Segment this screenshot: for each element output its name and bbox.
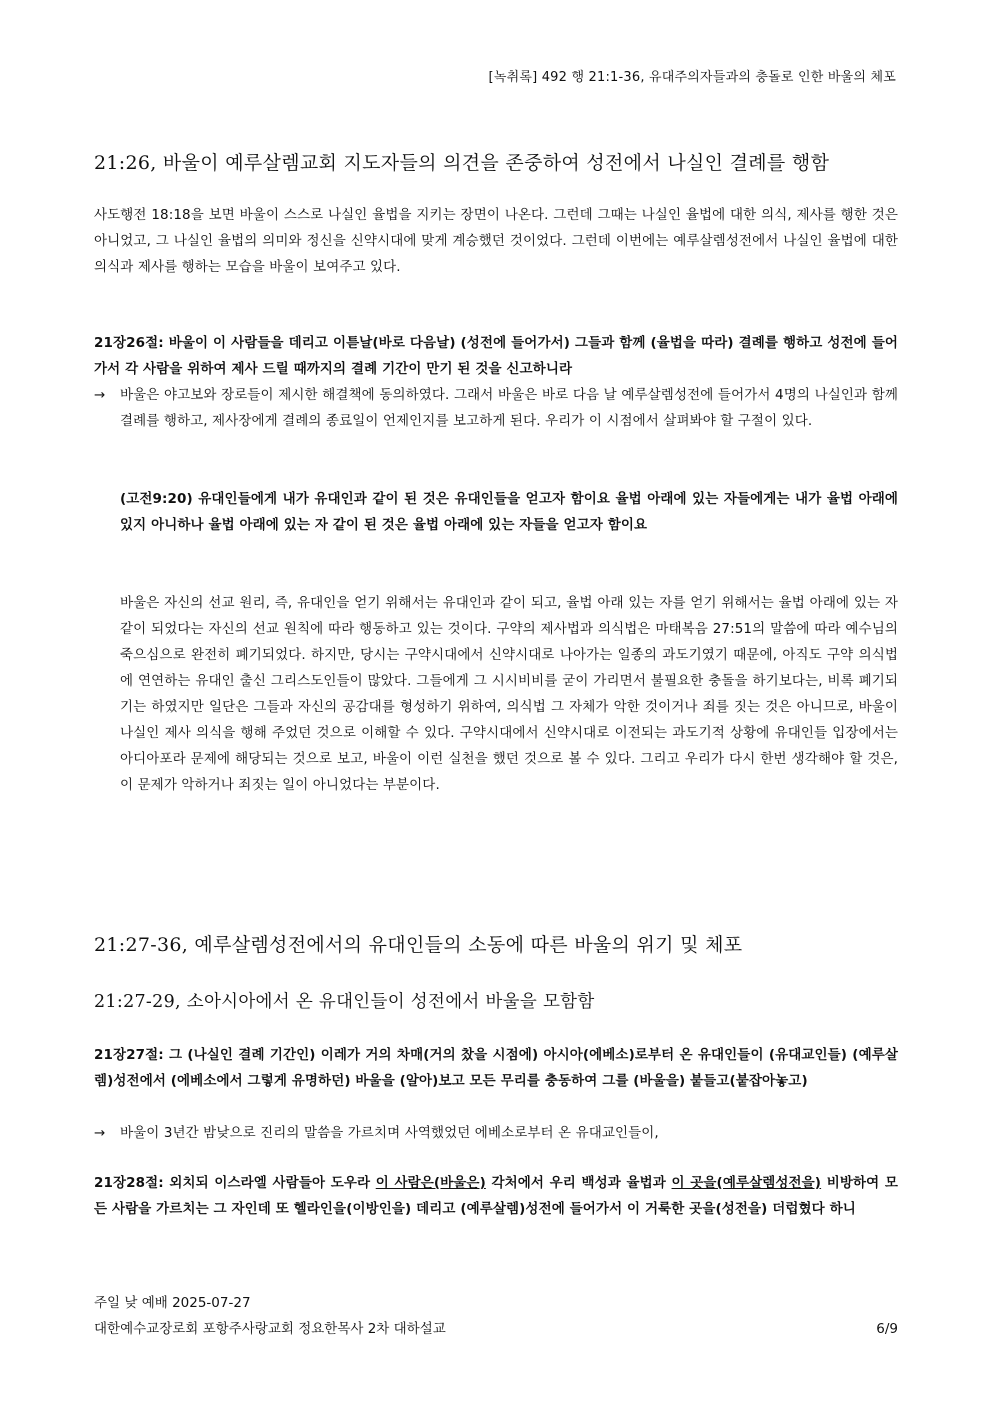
section-heading-21-26: 21:26, 바울이 예루살렘교회 지도자들의 의견을 존중하여 성전에서 나실인 결례를 행함 [94, 152, 830, 174]
quote-1cor-9-20: (고전9:20) 유대인들에게 내가 유대인과 같이 된 것은 유대인들을 얻고자 함이요 율법 아래에 있는 자들에게는 내가 율법 아래에 있지 아니하나 율법 아래에 있는 자 같이 된 것은 율법 아래에 있는 자들을 얻고자 함이요 [120, 491, 898, 533]
comment-21-26 [94, 382, 898, 434]
arrow-icon: → [94, 387, 106, 403]
page-number: 6/9 [876, 1321, 898, 1337]
verse-21-28-part1: 21장28절: 외치되 이스라엘 사람들아 도우라 [94, 1175, 376, 1191]
verse-21-26: 21장26절: 바울이 이 사람들을 데리고 이튿날(바로 다음날) (성전에 들어가서) 그들과 함께 (율법을 따라) 결례를 행하고 성전에 들어가서 각 사람을 위하여 제사 드릴 때까지의 결례 기간이 만기 된 것을 신고하니라 [94, 335, 898, 377]
explanation-paragraph: 바울은 자신의 선교 원리, 즉, 유대인을 얻기 위해서는 유대인과 같이 되고, 율법 아래 있는 자를 얻기 위해서는 율법 아래에 있는 자같이 되었다는 자신의 선교 원칙에 따라 행동하고 있는 것이다. 구약의 제사법과 의식법은 마태복음 27:51의 말씀에 따라 예수님의 죽으심으로 완전히 폐기되었다. 하지만, 당시는 구약시대에서 신약시대로 나아가는 일종의 과도기였기 때문에, 아직도 구약 의식법에 연연하는 유대인 출신 그리스도인들이 많았다. 그들에게 그 시시비비를 굳이 가리면서 불필요한 충돌을 하기보다는, 비록 폐기되기는 하였지만 일단은 그들과 자신의 공감대를 형성하기 위하여, 의식법 그 자체가 악한 것이거나 죄를 짓는 것은 아니므로, 바울이 나실인 제사 의식을 행해 주었던 것으로 이해할 수 있다. 구약시대에서 신약시대로 이전되는 과도기적 상황에 유대인들 입장에서는 아디아포라 문제에 해당되는 것으로 보고, 바울이 이런 실천을 했던 것으로 볼 수 있다. 그리고 우리가 다시 한번 생각해야 할 것은, 이 문제가 악하거나 죄짓는 일이 아니었다는 부분이다. [120, 595, 898, 793]
page-header: [녹취록] 492 행 21:1-36, 유대주의자들과의 충돌로 인한 바울의 체포 [488, 70, 896, 85]
underlined-phrase: 이 사람은(바울은) [375, 1175, 486, 1191]
verse-21-27: 21장27절: 그 (나실인 결례 기간인) 이레가 거의 차매(거의 찼을 시점에) 아시아(에베소)로부터 온 유대인들이 (유대교인들) (예루살렘)성전에서 (에베소에서 그렇게 유명하던) 바울을 (알아)보고 모든 무리를 충동하여 그를 (바울을) 붙들고(붙잡아놓고) [94, 1047, 898, 1089]
underlined-phrase: 이 곳을(예루살렘성전을) [671, 1175, 822, 1191]
verse-21-28-part3: 비방하여 모든 사람을 가르치는 그 자인데 또 헬라인을(이방인을) 데리고 (예루살렘)성전에 들어가서 이 거룩한 곳을(성전을) 더럽혔다 하니 [94, 1175, 898, 1217]
footer-service-date: 주일 낮 예배 2025-07-27 [94, 1295, 251, 1311]
comment-21-27-text: 바울이 3년간 밤낮으로 진리의 말씀을 가르치며 사역했었던 에베소로부터 온 유대교인들이, [120, 1125, 659, 1141]
arrow-icon: → [94, 1125, 106, 1141]
subsection-heading-21-27-29: 21:27-29, 소아시아에서 온 유대인들이 성전에서 바울을 모함함 [94, 992, 595, 1012]
comment-21-26-text: 바울은 야고보와 장로들이 제시한 해결책에 동의하였다. 그래서 바울은 바로 다음 날 예루살렘성전에 들어가서 4명의 나실인과 함께 결례를 행하고, 제사장에게 결례의 종료일이 언제인지를 보고하게 된다. 우리가 이 시점에서 살펴봐야 할 구절이 있다. [120, 387, 898, 429]
comment-21-27 [94, 1120, 898, 1146]
verse-21-28 [94, 1170, 898, 1222]
intro-paragraph: 사도행전 18:18을 보면 바울이 스스로 나실인 율법을 지키는 장면이 나온다. 그런데 그때는 나실인 율법에 대한 의식, 제사를 행한 것은 아니었고, 그 나실인 율법의 의미와 정신을 신약시대에 맞게 계승했던 것이었다. 그런데 이번에는 예루살렘성전에서 나실인 율법에 대한 의식과 제사를 행하는 모습을 바울이 보여주고 있다. [94, 207, 898, 275]
verse-21-28-part2: 각처에서 우리 백성과 율법과 [485, 1175, 672, 1191]
page-footer [94, 1290, 898, 1342]
footer-church-info: 대한예수교장로회 포항주사랑교회 정요한목사 2차 대하설교 [94, 1321, 446, 1337]
section-heading-21-27-36: 21:27-36, 예루살렘성전에서의 유대인들의 소동에 따른 바울의 위기 및 체포 [94, 934, 743, 956]
